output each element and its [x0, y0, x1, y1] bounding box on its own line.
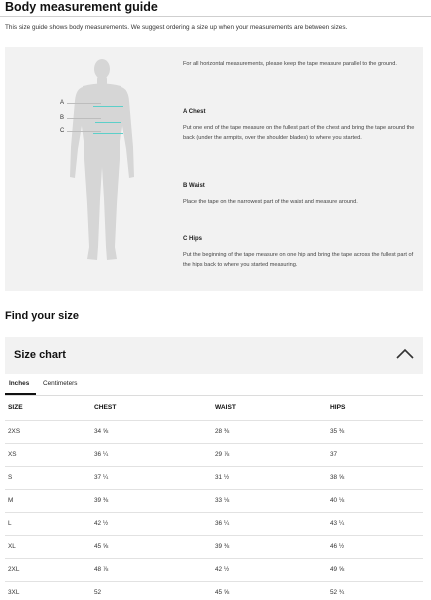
cell-waist: 33 ⅛ [215, 489, 330, 512]
table-row [5, 535, 423, 558]
cell-size: L [5, 512, 94, 535]
size-table [5, 396, 423, 600]
cell-size: 2XL [5, 558, 94, 581]
waist-heading: B Waist [183, 183, 205, 189]
marker-b-rule [67, 118, 101, 119]
table-row [5, 466, 423, 489]
cell-hips: 40 ⅛ [330, 489, 423, 512]
cell-hips: 38 ⅝ [330, 466, 423, 489]
hips-heading: C Hips [183, 236, 203, 242]
header-waist: WAIST [215, 396, 330, 420]
cell-waist: 36 ¼ [215, 512, 330, 535]
cell-chest: 52 [94, 581, 215, 600]
cell-chest: 39 ⅜ [94, 489, 215, 512]
table-header-row [5, 396, 423, 420]
header-hips: HIPS [330, 396, 423, 420]
find-your-size-heading: Find your size [5, 310, 79, 322]
body-silhouette-icon [57, 59, 147, 269]
cell-waist: 42 ½ [215, 558, 330, 581]
hips-instructions: Put the beginning of the tape measure on one hip and bring the tape across the fullest part of the hips back to where you started measuring. [183, 252, 414, 268]
marker-c-rule [67, 131, 101, 132]
table-row [5, 581, 423, 600]
cell-chest: 36 ¼ [94, 443, 215, 466]
table-row [5, 512, 423, 535]
waist-instructions: Place the tape on the narrowest part of the waist and measure around. [183, 199, 358, 205]
cell-hips: 35 ⅜ [330, 420, 423, 443]
table-row [5, 558, 423, 581]
body-figure-illustration [57, 59, 147, 269]
tab-inches[interactable]: Inches [9, 380, 30, 387]
cell-chest: 42 ½ [94, 512, 215, 535]
chest-heading: A Chest [183, 109, 206, 115]
cell-waist: 39 ⅜ [215, 535, 330, 558]
marker-a-rule [67, 103, 101, 104]
chest-instructions: Put one end of the tape measure on the fullest part of the chest and bring the tape around the back (under the armpits, over the shoulder blades) to where you started. [183, 125, 415, 141]
cell-hips: 43 ¼ [330, 512, 423, 535]
cell-hips: 49 ⅝ [330, 558, 423, 581]
page-title: Body measurement guide [5, 0, 158, 14]
title-divider [0, 16, 431, 17]
cell-hips: 46 ½ [330, 535, 423, 558]
cell-waist: 28 ⅜ [215, 420, 330, 443]
marker-c-label: C [60, 128, 65, 134]
chevron-up-icon[interactable] [395, 347, 415, 361]
waist-measure-line [95, 122, 121, 123]
chest-measure-line [93, 106, 123, 107]
size-chart-title: Size chart [14, 349, 66, 361]
cell-waist: 29 ⅞ [215, 443, 330, 466]
table-row [5, 443, 423, 466]
cell-size: 2XS [5, 420, 94, 443]
intro-text: This size guide shows body measurements. We suggest ordering a size up when your measurements are between sizes. [5, 24, 348, 31]
marker-b-label: B [60, 115, 65, 121]
cell-waist: 45 ⅝ [215, 581, 330, 600]
header-chest: CHEST [94, 396, 215, 420]
table-row [5, 489, 423, 512]
cell-chest: 37 ¼ [94, 466, 215, 489]
cell-size: XL [5, 535, 94, 558]
size-chart-accordion[interactable] [5, 337, 423, 374]
hips-measure-line [93, 133, 123, 134]
cell-hips: 37 [330, 443, 423, 466]
cell-size: M [5, 489, 94, 512]
cell-hips: 52 ¾ [330, 581, 423, 600]
cell-chest: 48 ⅞ [94, 558, 215, 581]
cell-size: S [5, 466, 94, 489]
cell-waist: 31 ½ [215, 466, 330, 489]
header-size: SIZE [5, 396, 94, 420]
tab-centimeters[interactable]: Centimeters [43, 380, 78, 387]
cell-size: 3XL [5, 581, 94, 600]
horizontal-note: For all horizontal measurements, please keep the tape measure parallel to the ground. [183, 61, 397, 67]
measurement-guide-panel [5, 47, 423, 291]
table-row [5, 420, 423, 443]
cell-chest: 45 ⅝ [94, 535, 215, 558]
cell-chest: 34 ⅝ [94, 420, 215, 443]
marker-a-label: A [60, 100, 65, 106]
cell-size: XS [5, 443, 94, 466]
